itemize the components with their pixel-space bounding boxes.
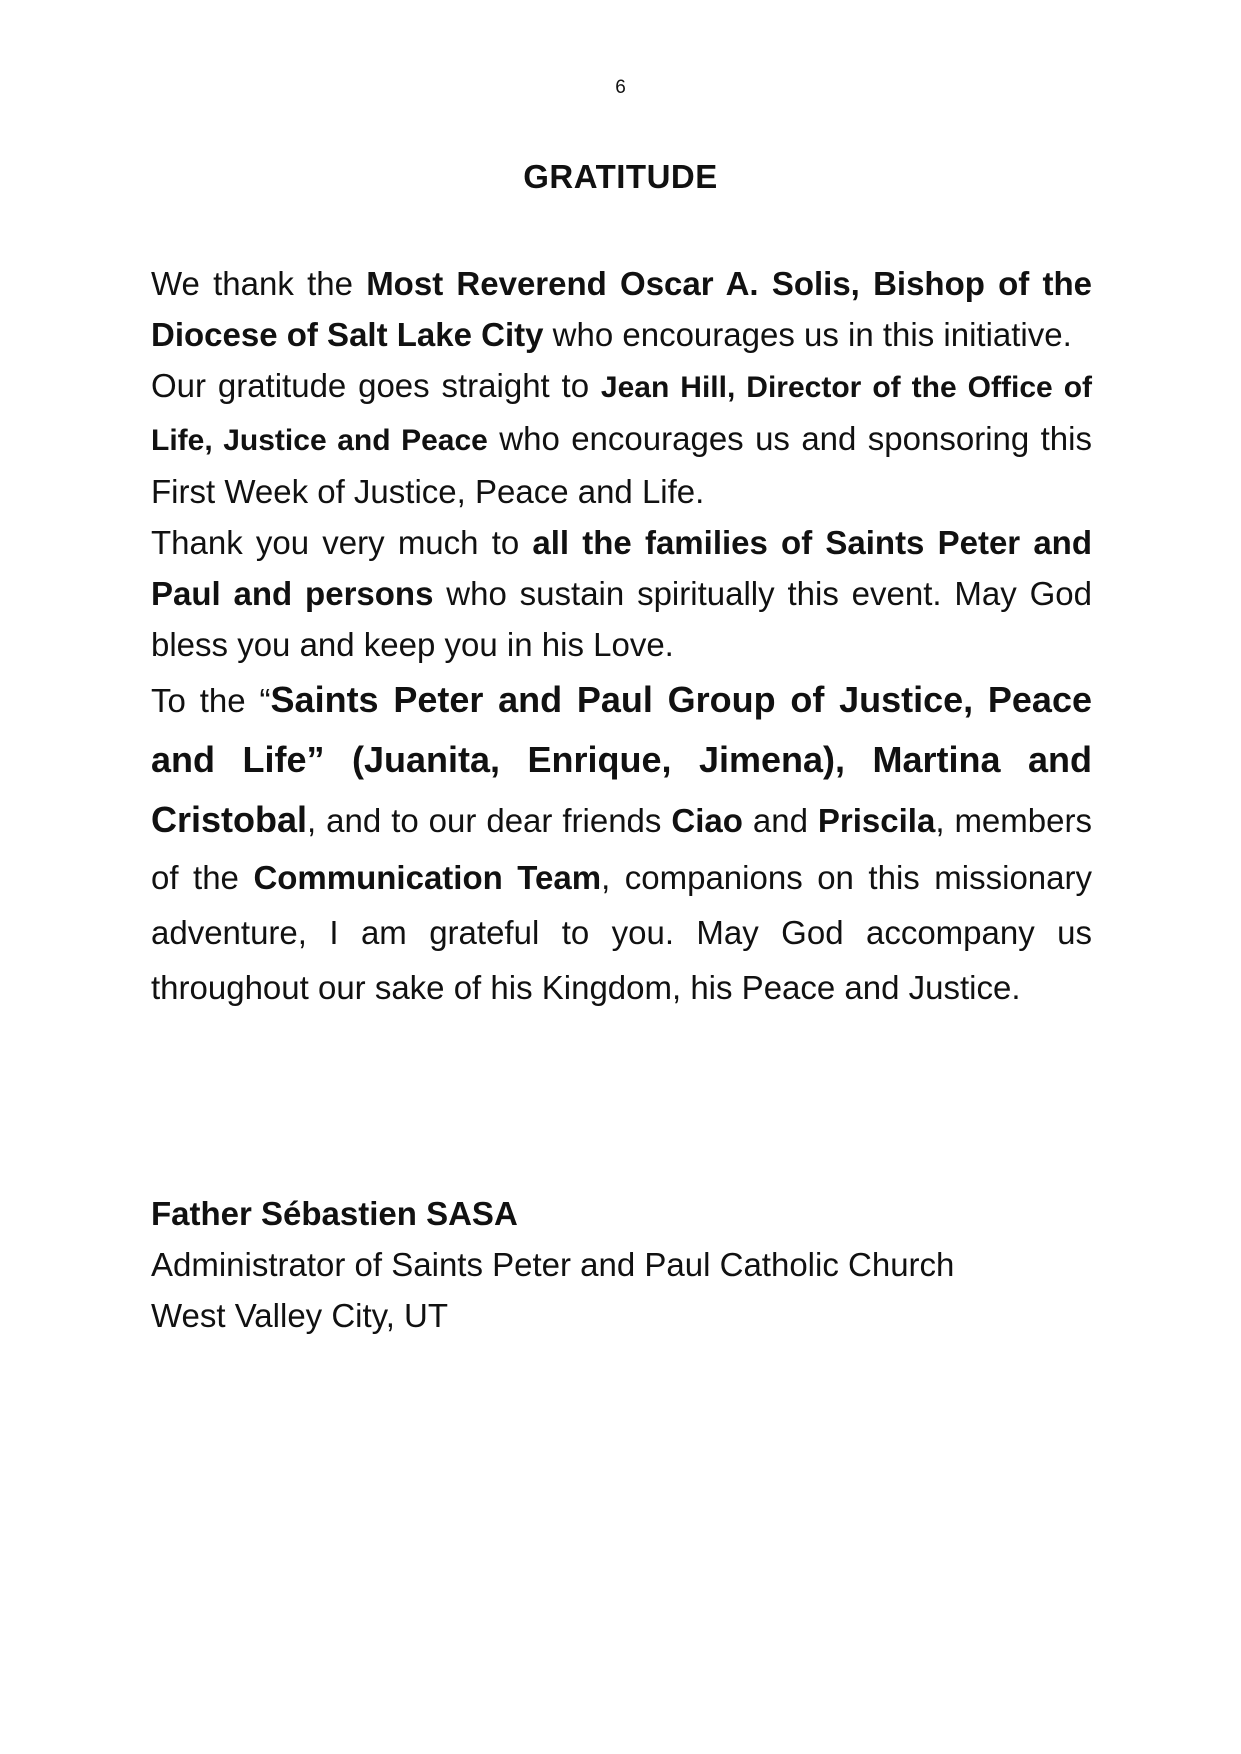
bold-families: all the families of Saints Peter and Paul and persons	[151, 524, 1092, 612]
signature-location: West Valley City, UT	[151, 1297, 449, 1334]
paragraph-group	[151, 670, 1092, 1015]
signature-role: Administrator of Saints Peter and Paul Catholic Church	[151, 1246, 955, 1283]
text-run: , companions on this missionary adventure, I am grateful to you. May God accompany us throughout our sake of his Kingdom, his Peace and Justice.	[151, 859, 1093, 1006]
text-run: We thank the	[151, 265, 367, 302]
page-title: GRATITUDE	[523, 158, 718, 195]
bold-communication-team: Communication Team	[253, 859, 602, 896]
bold-priscila: Priscila	[817, 802, 936, 839]
gratitude-body	[151, 258, 1092, 1015]
bold-director-name: Jean Hill, Director of the Office of Life, Justice and Peace	[151, 371, 1093, 457]
text-run: who sustain spiritually this event. May God bless you and keep you in his Love.	[151, 575, 1092, 663]
bold-bishop-name: Most Reverend Oscar A. Solis, Bishop of the Diocese of Salt Lake City	[151, 265, 1092, 353]
paragraph-families	[151, 517, 1092, 670]
paragraph-bishop	[151, 258, 1092, 360]
text-run: who encourages us and sponsoring this First Week of Justice, Peace and Life.	[151, 420, 1092, 510]
text-run: , members of the	[151, 802, 1092, 896]
page-number: 6	[615, 77, 626, 98]
bold-ciao: Ciao	[671, 802, 743, 839]
signature-name: Father Sébastien SASA	[151, 1195, 518, 1232]
text-run: , and to our dear friends	[307, 802, 672, 839]
text-run: Our gratitude goes straight to	[151, 367, 601, 404]
signature-block	[151, 1188, 1111, 1341]
text-run: who encourages us in this initiative.	[543, 316, 1072, 353]
text-run: To the “	[151, 682, 271, 719]
text-run: and	[742, 802, 818, 839]
text-run: Thank you very much to	[151, 524, 533, 561]
bold-group-name: Saints Peter and Paul Group of Justice, Peace and Life” (Juanita, Enrique, Jimena), Martina and Cristobal	[151, 679, 1092, 840]
paragraph-director	[151, 360, 1092, 517]
